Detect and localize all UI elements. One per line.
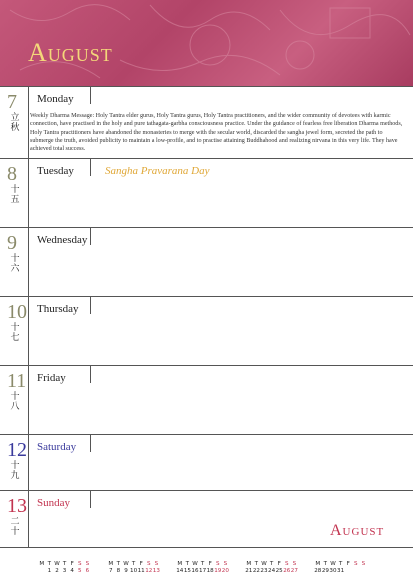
day-name: Sunday [37, 497, 70, 509]
date-cell: 8 [116, 568, 121, 574]
day-row-10[interactable] [0, 296, 413, 366]
date-cell: 13 [152, 568, 160, 574]
day-number: 9 [7, 232, 17, 254]
weekday-label: T [323, 561, 328, 567]
day-number: 11 [7, 370, 27, 392]
date-cell: 15 [183, 568, 191, 574]
lunar-date: 十 六 [10, 254, 20, 274]
day-name: Thursday [37, 303, 79, 315]
day-row-8[interactable] [0, 158, 413, 228]
weekday-label: T [62, 561, 67, 567]
date-cell: 24 [268, 568, 276, 574]
date-cell: 30 [329, 568, 337, 574]
weekday-header [245, 561, 298, 568]
date-cell: 18 [206, 568, 214, 574]
lunar-date: 立 秋 [10, 113, 20, 133]
week-days [176, 568, 229, 575]
weekday-label: S [215, 561, 220, 567]
date-cell: 3 [62, 568, 67, 574]
date-cell [38, 568, 46, 575]
weekday-label: M [39, 561, 45, 567]
day-name: Monday [37, 93, 74, 105]
weekday-label: T [185, 561, 190, 567]
weekday-label: W [330, 561, 336, 567]
column-divider [28, 491, 29, 548]
date-cell: 28 [314, 568, 322, 574]
date-cell: 23 [260, 568, 268, 574]
weekday-label: S [361, 561, 366, 567]
date-cell: 25 [275, 568, 283, 574]
day-name: Saturday [37, 441, 77, 453]
day-row-11[interactable] [0, 365, 413, 435]
date-cell [344, 568, 352, 575]
date-cell: 10 [130, 568, 138, 574]
weekday-header [38, 561, 91, 568]
column-divider [28, 159, 29, 228]
weekday-label: T [116, 561, 121, 567]
weekday-label: M [246, 561, 252, 567]
mini-calendar-week-2 [107, 561, 160, 575]
month-title: August [28, 38, 113, 67]
date-cell: 19 [214, 568, 222, 574]
weekday-label: S [85, 561, 90, 567]
date-cell: 16 [191, 568, 199, 574]
weekday-label: W [192, 561, 198, 567]
divider-tick [90, 297, 91, 314]
date-cell: 4 [70, 568, 74, 574]
mini-calendar-week-3 [176, 561, 229, 575]
column-divider [28, 297, 29, 366]
date-cell: 12 [145, 568, 153, 574]
column-divider [28, 366, 29, 435]
column-divider [28, 228, 29, 297]
date-cell: 9 [124, 568, 128, 574]
day-number: 10 [7, 301, 27, 323]
weekday-label: S [292, 561, 297, 567]
date-cell: 26 [283, 568, 291, 574]
weekday-label: S [223, 561, 228, 567]
footer-month-title: August [330, 522, 385, 539]
week-days [314, 568, 367, 575]
divider-tick [90, 435, 91, 452]
weekday-label: T [47, 561, 52, 567]
lunar-date: 十 九 [10, 461, 20, 481]
date-cell: 1 [47, 568, 52, 574]
day-number: 8 [7, 163, 17, 185]
weekday-label: M [177, 561, 183, 567]
weekday-label: W [261, 561, 267, 567]
date-cell: 31 [337, 568, 345, 574]
weekday-label: F [139, 561, 143, 567]
weekday-label: F [346, 561, 350, 567]
mini-calendar-week-5 [314, 561, 367, 575]
weekly-message: Weekly Dharma Message: Holy Tantra elder gurus, Holy Tantra gurus, Holy Tantra practitioners, and the wider community of devotees with karmic connection, have practised in the holy and pure tathagata-garbha consciousness practice. Under the guidance of fearless free liberation Dharma methods, Holy Tantra practitioners have abandoned the monasteries to merge with the secular world, discarded the sangha jewel form, secreted the path to submerge the truth, avoided publicity to maintain a low-profile, and to practise attaining Buddhahood and realizing nirvana in this very life. They have achieved total success. [30, 113, 403, 153]
day-name: Tuesday [37, 165, 74, 177]
weekday-label: T [254, 561, 259, 567]
date-cell: 11 [137, 568, 145, 574]
day-name: Wednesday [37, 234, 88, 246]
date-cell [360, 568, 368, 575]
day-number: 13 [7, 495, 27, 517]
date-cell: 14 [176, 568, 184, 574]
date-cell: 6 [85, 568, 90, 574]
date-cell: 27 [290, 568, 298, 574]
day-number: 12 [7, 439, 27, 461]
weekday-label: T [200, 561, 205, 567]
weekday-label: M [108, 561, 114, 567]
mini-calendar-week-4 [245, 561, 298, 575]
date-cell: 22 [252, 568, 260, 574]
divider-tick [90, 228, 91, 245]
event-label: Sangha Pravarana Day [105, 165, 210, 177]
weekday-label: T [131, 561, 136, 567]
weekday-label: F [70, 561, 74, 567]
column-divider [28, 435, 29, 491]
weekday-label: S [146, 561, 151, 567]
week-days [245, 568, 298, 575]
weekday-label: S [353, 561, 358, 567]
date-cell: 2 [55, 568, 59, 574]
weekday-label: T [269, 561, 274, 567]
weekday-label: M [315, 561, 321, 567]
day-number: 7 [7, 91, 17, 113]
date-cell [352, 568, 360, 575]
lunar-date: 十 五 [10, 185, 20, 205]
weekday-label: F [277, 561, 281, 567]
weekday-header [107, 561, 160, 568]
divider-tick [90, 366, 91, 383]
date-cell: 21 [245, 568, 253, 574]
divider-tick [90, 87, 91, 104]
date-cell: 29 [321, 568, 329, 574]
weekday-header [176, 561, 229, 568]
week-days [107, 568, 160, 575]
weekday-label: S [154, 561, 159, 567]
lunar-date: 二 十 [10, 517, 20, 537]
week-days [38, 568, 91, 575]
weekday-label: T [338, 561, 343, 567]
divider-tick [90, 491, 91, 508]
date-cell: 20 [221, 568, 229, 574]
weekday-label: S [284, 561, 289, 567]
day-name: Friday [37, 372, 66, 384]
date-cell: 5 [77, 568, 82, 574]
weekday-label: S [77, 561, 82, 567]
mini-calendar-week-1 [38, 561, 91, 575]
weekday-label: W [123, 561, 129, 567]
day-row-9[interactable] [0, 227, 413, 297]
divider-tick [90, 159, 91, 176]
column-divider [28, 87, 29, 159]
day-row-12[interactable] [0, 434, 413, 491]
header-banner [0, 0, 413, 86]
date-cell: 17 [199, 568, 207, 574]
day-row-7[interactable] [0, 86, 413, 159]
weekday-header [314, 561, 367, 568]
weekday-label: W [54, 561, 60, 567]
date-cell: 7 [109, 568, 113, 574]
calendar-divider [0, 547, 413, 548]
lunar-date: 十 七 [10, 323, 20, 343]
weekday-label: F [208, 561, 212, 567]
lunar-date: 十 八 [10, 392, 20, 412]
